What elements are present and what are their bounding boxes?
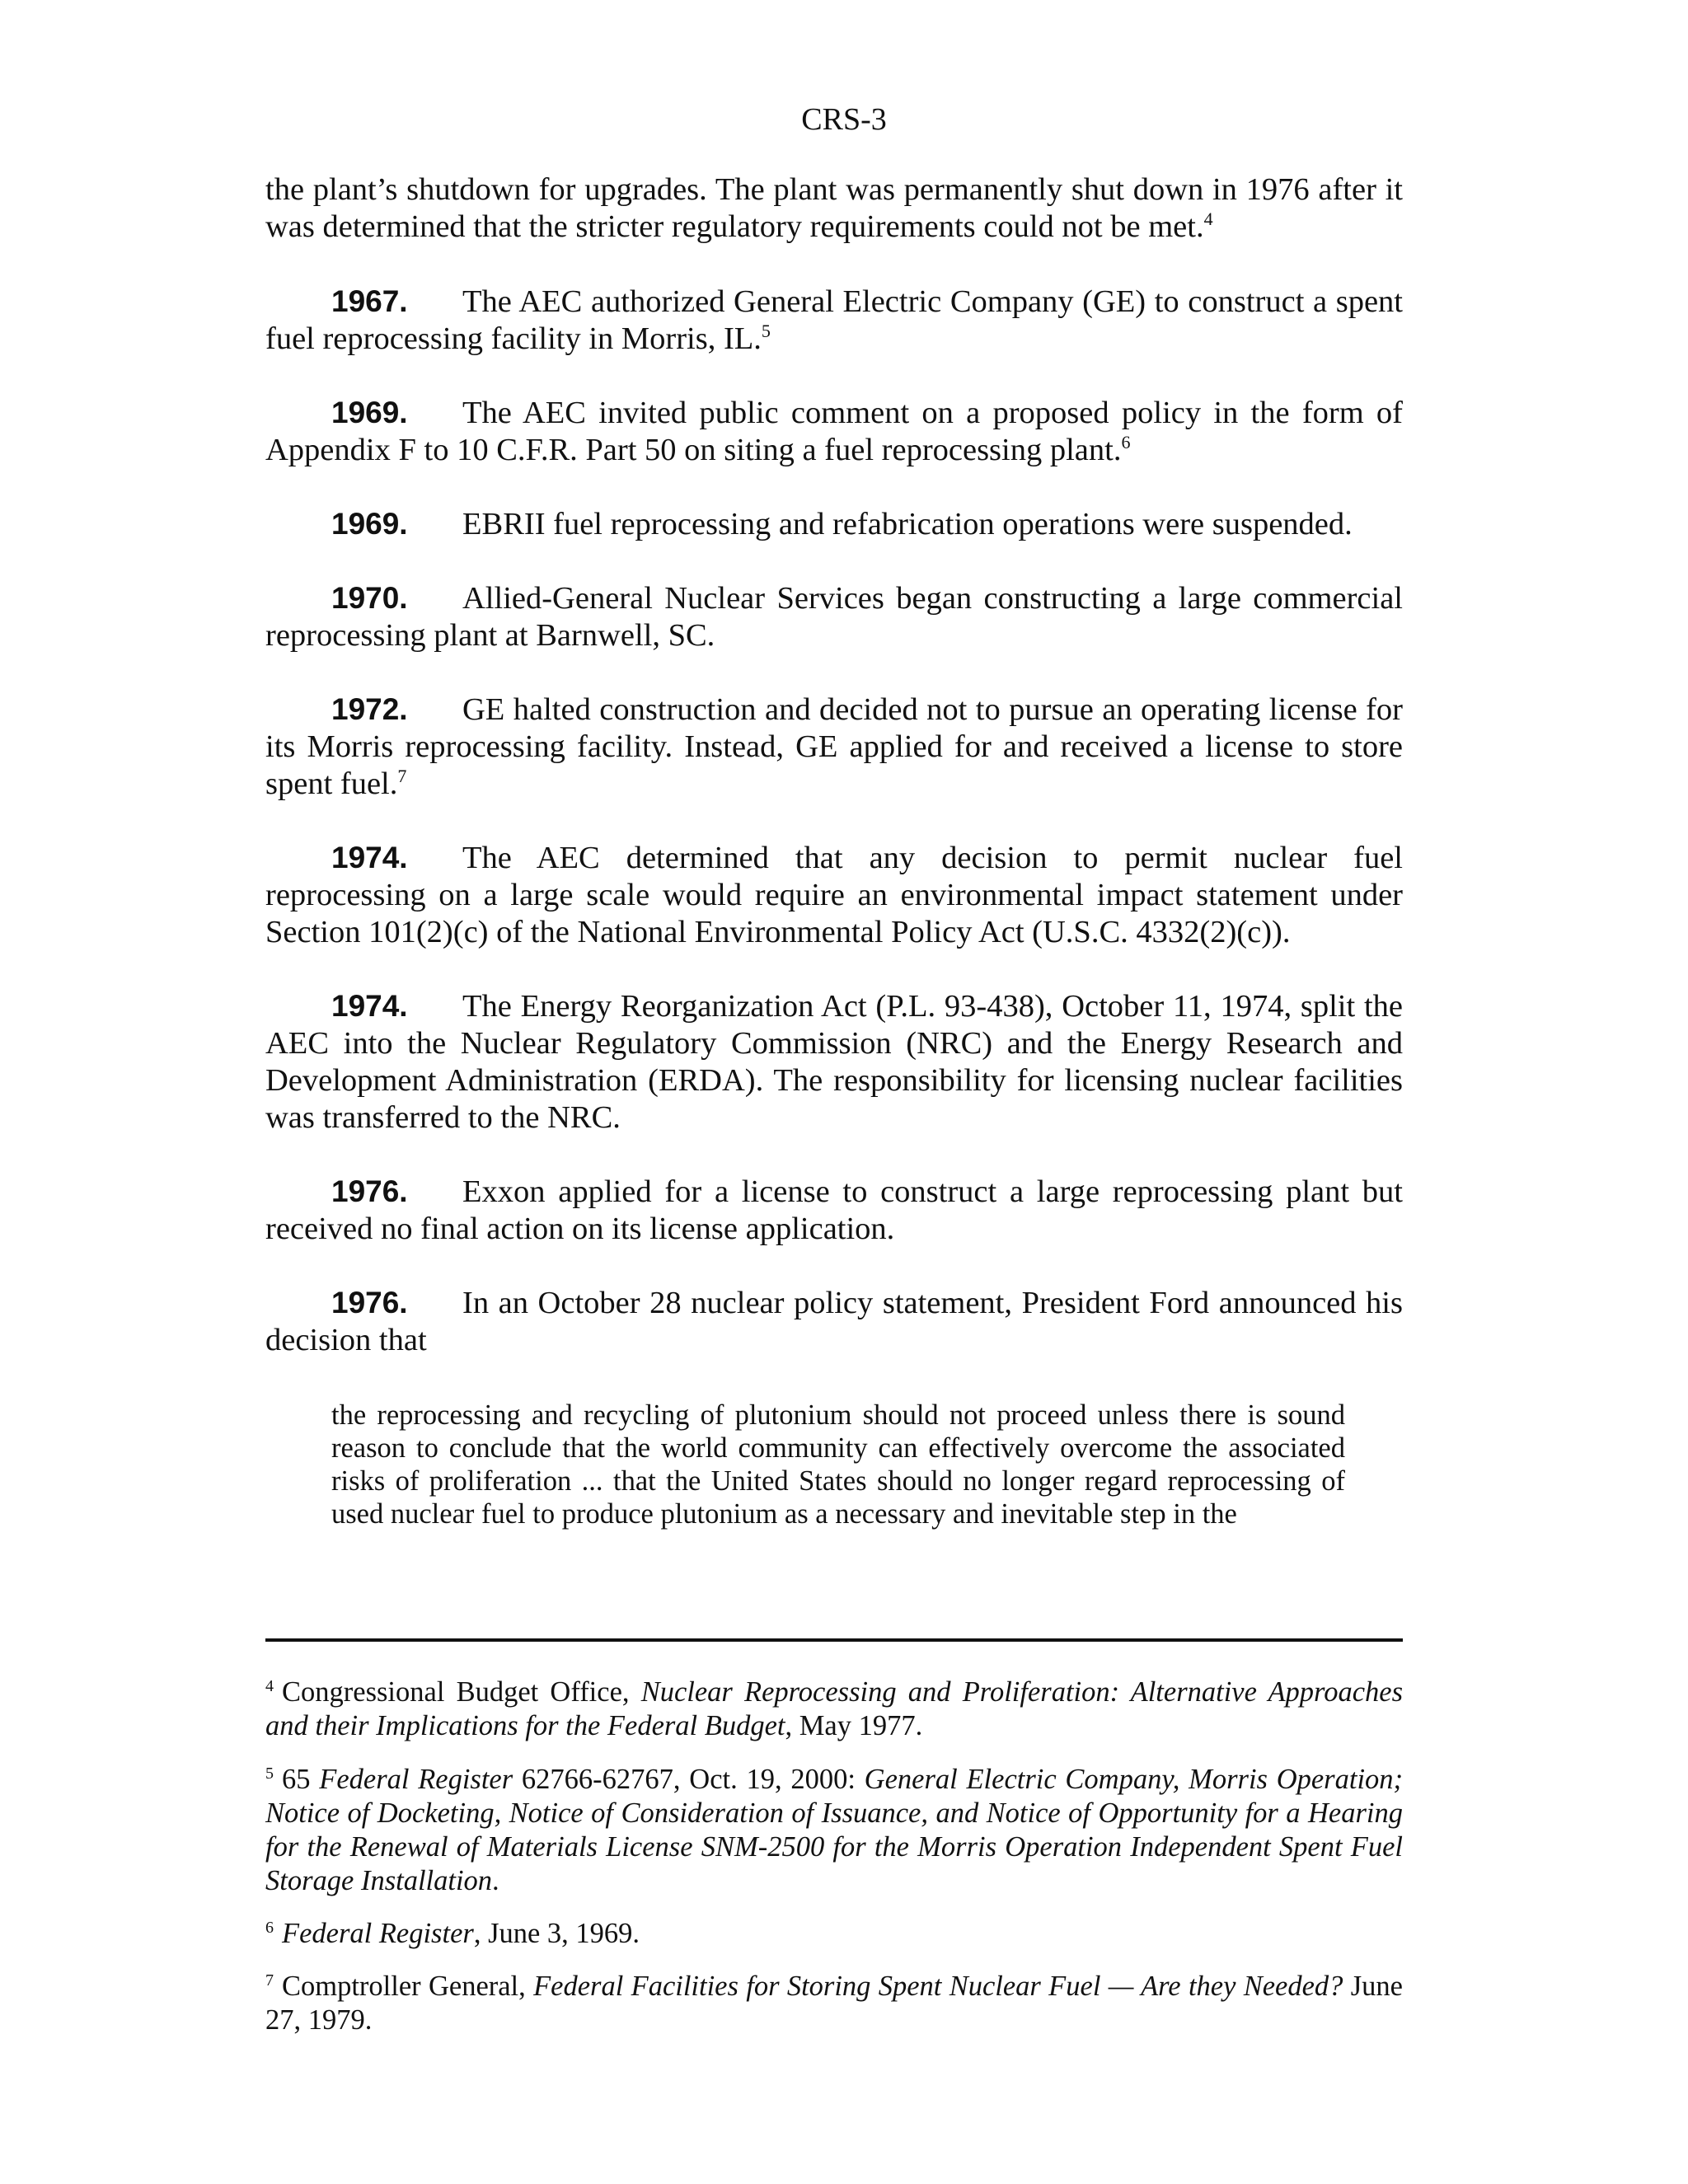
intro-paragraph: [265, 171, 1403, 246]
timeline-entry: [265, 283, 1403, 358]
footnote-ref: 5: [761, 321, 771, 342]
entry-year: 1969.: [331, 396, 408, 429]
footnote-text: 65: [282, 1764, 320, 1795]
entry-text: The AEC authorized General Electric Company (GE) to construct a spent fuel reprocessing facility in Morris, IL.: [265, 284, 1403, 356]
entry-text: In an October 28 nuclear policy statement, President Ford announced his decision that: [265, 1286, 1403, 1357]
footnote-number: 5: [265, 1764, 274, 1783]
footnote-text: 62766-62767, Oct. 19, 2000:: [513, 1764, 865, 1795]
footnote-title: General Electric Company, Morris Operation; Notice of Docketing, Notice of Consideration of Issuance, and Notice of Opportunity for a Hearing for the Renewal of Materials License SNM-2500 for the Morris Operation Independent Spent Fuel Storage Installation: [265, 1764, 1404, 1896]
footnote-text: June 27, 1979.: [265, 1971, 1403, 2036]
footnote: [265, 1763, 1403, 1898]
footnote-text: , May 1977.: [785, 1710, 923, 1741]
entry-text: The AEC invited public comment on a proposed policy in the form of Appendix F to 10 C.F.R. Part 50 on siting a fuel reprocessing plant.: [265, 396, 1403, 467]
footnote: [265, 1970, 1403, 2037]
entry-year: 1972.: [331, 692, 408, 726]
footnote-number: 4: [265, 1676, 274, 1695]
footnote-ref: 6: [1121, 432, 1131, 453]
entry-text: The Energy Reorganization Act (P.L. 93-438), October 11, 1974, split the AEC into the Nuclear Regulatory Commission (NRC) and the Energy Research and Development Administration (ERDA). The responsibility for licensing nuclear facilities was transferred to the NRC.: [265, 989, 1403, 1135]
footnote-ref: 7: [397, 766, 407, 787]
timeline-entry: [265, 691, 1403, 803]
entry-year: 1974.: [331, 841, 408, 874]
footnote: [265, 1675, 1403, 1743]
entry-text: Exxon applied for a license to construct a large reprocessing plant but received no final action on its license application.: [265, 1174, 1403, 1246]
timeline-entry: [265, 1284, 1403, 1359]
footnote-number: 6: [265, 1918, 274, 1937]
block-quote: [331, 1399, 1345, 1530]
footnote-text: , June 3, 1969.: [473, 1918, 640, 1949]
footnote-ref: 4: [1203, 209, 1213, 230]
quote-text: the reprocessing and recycling of plutonium should not proceed unless there is sound reason to conclude that the world community can effectively overcome the associated risks of proliferation ... that the United States should no longer regard reprocessing of used nuclear fuel to produce plutonium as a necessary and inevitable step in the: [331, 1399, 1345, 1530]
entry-text: EBRII fuel reprocessing and refabrication operations were suspended.: [462, 507, 1353, 541]
footnote-text: .: [492, 1865, 499, 1896]
page-header: [0, 101, 1688, 138]
entry-year: 1970.: [331, 581, 408, 615]
entry-text: Allied-General Nuclear Services began constructing a large commercial reprocessing plant at Barnwell, SC.: [265, 581, 1403, 653]
footnote-number: 7: [265, 1971, 274, 1990]
footnote-text: Congressional Budget Office,: [282, 1676, 641, 1708]
timeline-entry: [265, 839, 1403, 951]
entry-year: 1967.: [331, 284, 408, 318]
footnote: [265, 1917, 1403, 1951]
page-label: CRS-3: [801, 102, 887, 137]
entry-year: 1969.: [331, 507, 408, 541]
footnote-title: Nuclear Reprocessing and Proliferation: Alternative Approaches and their Implications for the Federal Budget: [265, 1676, 1404, 1741]
footnote-title: Federal Register: [282, 1918, 474, 1949]
footnote-text: Comptroller General,: [282, 1971, 534, 2002]
footnote-separator: [265, 1638, 1403, 1642]
timeline-entry: [265, 987, 1403, 1137]
intro-text: the plant’s shutdown for upgrades. The plant was permanently shut down in 1976 after it was determined that the stricter regulatory requirements could not be met.: [265, 172, 1403, 244]
entry-year: 1974.: [331, 989, 408, 1023]
timeline-entry: [265, 579, 1403, 654]
entry-text: The AEC determined that any decision to permit nuclear fuel reprocessing on a large scale would require an environmental impact statement under Section 101(2)(c) of the National Environmental Policy Act (U.S.C. 4332(2)(c)).: [265, 841, 1403, 949]
timeline-entry: [265, 1173, 1403, 1248]
footnote-title: Federal Register: [319, 1764, 513, 1795]
entry-year: 1976.: [331, 1174, 408, 1208]
entry-year: 1976.: [331, 1286, 408, 1319]
entry-text: GE halted construction and decided not to pursue an operating license for its Morris reprocessing facility. Instead, GE applied for and received a license to store spent fuel.: [265, 692, 1403, 801]
footnote-title: Federal Facilities for Storing Spent Nuclear Fuel — Are they Needed?: [533, 1971, 1343, 2002]
timeline-entry: [265, 505, 1403, 543]
timeline-entry: [265, 394, 1403, 469]
